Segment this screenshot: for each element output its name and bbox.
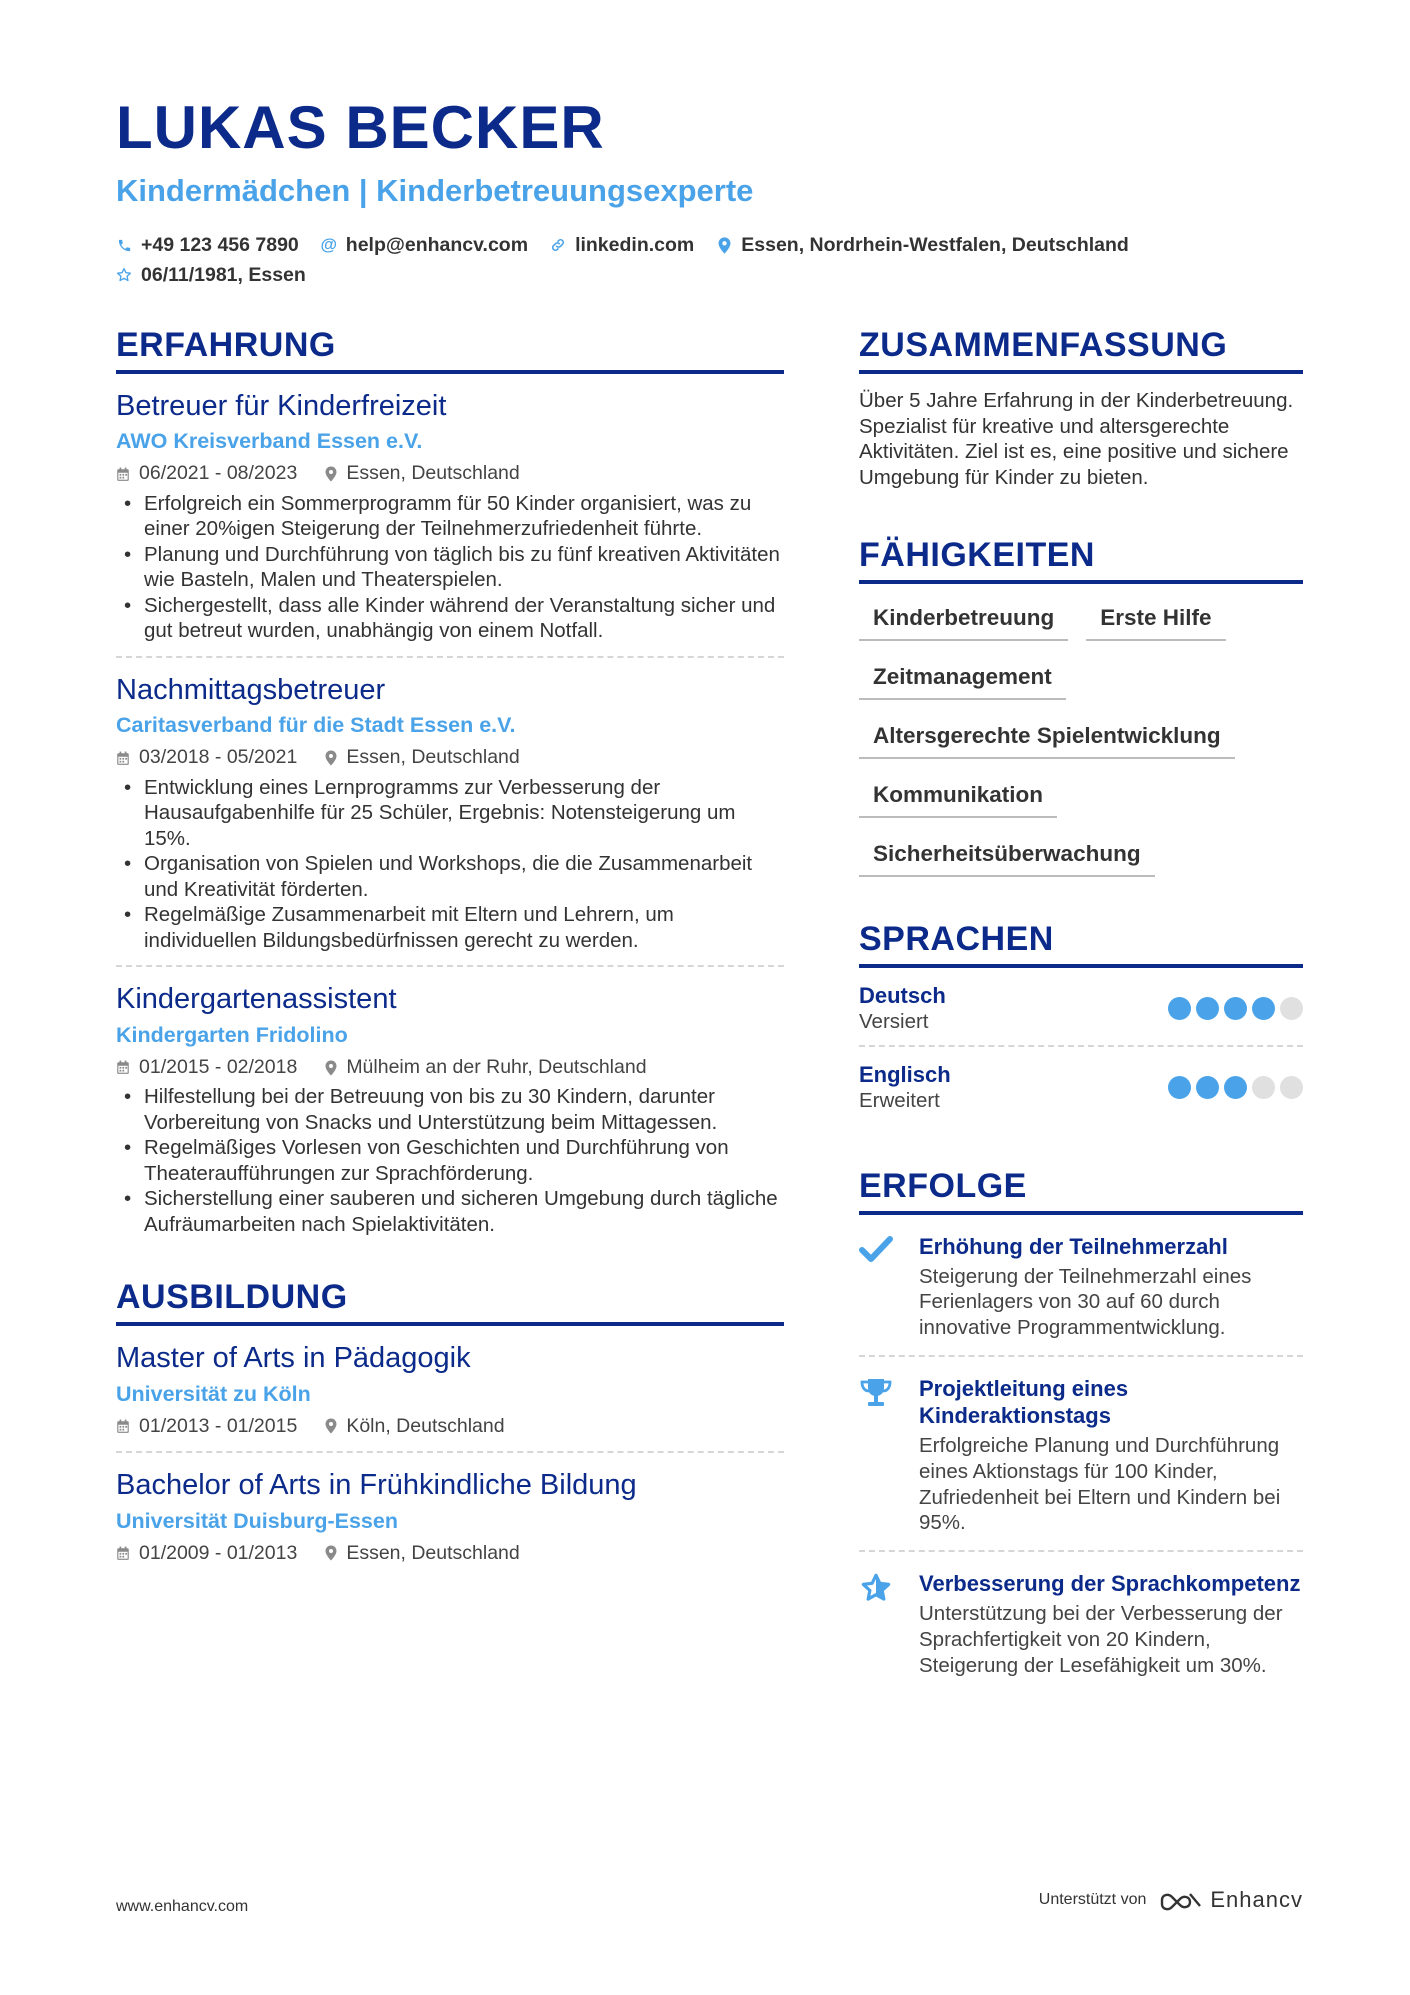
achievement-description: Erfolgreiche Planung und Durchführung eines Aktionstags für 100 Kinder, Zufriedenheit bei Eltern und Kindern bei 95%.	[919, 1434, 1281, 1535]
phone-icon	[116, 238, 132, 253]
experience-heading: ERFAHRUNG	[116, 325, 784, 374]
job-location: Mülheim an der Ruhr, Deutschland	[346, 1055, 647, 1078]
calendar-icon	[116, 1060, 130, 1075]
phone-text: +49 123 456 7890	[141, 233, 299, 256]
candidate-name: LUKAS BECKER	[116, 94, 605, 161]
skill-tag: Zeitmanagement	[859, 653, 1066, 700]
experience-entry	[116, 658, 784, 967]
experience-entry	[116, 967, 784, 1249]
achievement-item	[859, 1215, 1303, 1357]
enhancv-logo-icon	[1158, 1888, 1204, 1912]
calendar-icon	[116, 1546, 130, 1561]
achievement-item	[859, 1552, 1303, 1692]
rating-dot-filled	[1168, 1076, 1191, 1099]
rating-dot-filled	[1224, 1076, 1247, 1099]
skill-tag: Altersgerechte Spielentwicklung	[859, 712, 1235, 759]
job-location: Essen, Deutschland	[346, 746, 520, 769]
contact-email[interactable]	[321, 234, 528, 257]
language-level: Erweitert	[859, 1089, 940, 1113]
school-name: Universität Duisburg-Essen	[116, 1508, 398, 1533]
bullet-item: • Organisation von Spielen und Workshops, die die Zusammenarbeit und Kreativität förderten.	[116, 851, 784, 902]
education-entry	[116, 1453, 784, 1578]
link-icon	[550, 237, 566, 253]
bullet-item: • Planung und Durchführung von täglich bis zu fünf kreativen Aktivitäten wie Basteln, Malen und Theaterspielen.	[116, 542, 784, 593]
languages-heading: SPRACHEN	[859, 919, 1303, 968]
school-name: Universität zu Köln	[116, 1381, 311, 1406]
experience-entry	[116, 374, 784, 658]
skills-list	[859, 594, 1303, 889]
achievement-description: Steigerung der Teilnehmerzahl eines Ferienlagers von 30 auf 60 durch innovative Programmentwicklung.	[919, 1264, 1252, 1340]
job-role: Kindergartenassistent	[116, 983, 397, 1016]
language-level: Versiert	[859, 1010, 929, 1034]
bullet-item: • Regelmäßiges Vorlesen von Geschichten und Durchführung von Theateraufführungen zur Sprachförderung.	[116, 1135, 784, 1186]
contact-birth	[116, 264, 306, 287]
calendar-icon	[116, 751, 130, 766]
language-item	[859, 1047, 1303, 1124]
footer-branding	[1039, 1887, 1303, 1913]
language-name: Deutsch	[859, 982, 946, 1008]
job-location: Essen, Deutschland	[346, 462, 520, 485]
location-pin-icon	[325, 1545, 337, 1561]
location-pin-icon	[325, 466, 337, 482]
job-meta	[116, 461, 784, 486]
contact-location	[716, 234, 1129, 257]
job-bullets	[116, 775, 784, 954]
birth-text: 06/11/1981, Essen	[141, 263, 306, 286]
job-bullets	[116, 491, 784, 644]
degree-title: Bachelor of Arts in Frühkindliche Bildung	[116, 1468, 637, 1501]
job-organization: Caritasverband für die Stadt Essen e.V.	[116, 713, 516, 738]
skill-tag: Erste Hilfe	[1086, 594, 1225, 641]
rating-dot-filled	[1196, 997, 1219, 1020]
check-icon	[859, 1235, 893, 1341]
achievement-title: Erhöhung der Teilnehmerzahl	[919, 1233, 1228, 1259]
skill-tag: Kommunikation	[859, 771, 1057, 818]
job-role: Betreuer für Kinderfreizeit	[116, 389, 447, 422]
job-organization: Kindergarten Fridolino	[116, 1022, 348, 1047]
skill-tag: Kinderbetreuung	[859, 594, 1068, 641]
bullet-item: • Erfolgreich ein Sommerprogramm für 50 Kinder organisiert, was zu einer 20%igen Steigerung der Teilnehmerzufriedenheit führte.	[116, 491, 784, 542]
location-text: Essen, Nordrhein-Westfalen, Deutschland	[741, 233, 1129, 256]
achievement-item	[859, 1357, 1303, 1552]
rating-dot-filled	[1196, 1076, 1219, 1099]
calendar-icon	[116, 1419, 130, 1434]
rating-dot-empty	[1252, 1076, 1275, 1099]
education-meta	[116, 1414, 784, 1439]
job-dates: 06/2021 - 08/2023	[139, 462, 298, 485]
location-pin-icon	[325, 1418, 337, 1434]
job-role: Nachmittagsbetreuer	[116, 673, 386, 706]
location-pin-icon	[325, 750, 337, 766]
bullet-item: • Hilfestellung bei der Betreuung von bis zu 30 Kindern, darunter Vorbereitung von Snacks und Unterstützung beim Mittagessen.	[116, 1084, 784, 1135]
bullet-item: • Sicherstellung einer sauberen und sicheren Umgebung durch tägliche Aufräumarbeiten nach Spielaktivitäten.	[116, 1186, 784, 1237]
star-icon	[859, 1572, 893, 1678]
trophy-icon	[859, 1377, 893, 1536]
skill-tag: Sicherheitsüberwachung	[859, 830, 1155, 877]
education-location: Köln, Deutschland	[346, 1414, 505, 1437]
star-outline-icon	[116, 267, 132, 283]
education-meta	[116, 1541, 784, 1566]
job-meta	[116, 745, 784, 770]
skills-heading: FÄHIGKEITEN	[859, 535, 1303, 584]
left-column	[116, 325, 784, 1578]
achievements-heading: ERFOLGE	[859, 1166, 1303, 1215]
location-pin-icon	[716, 237, 732, 254]
summary-heading: ZUSAMMENFASSUNG	[859, 325, 1303, 374]
at-icon: @	[320, 235, 338, 254]
bullet-item: • Entwicklung eines Lernprogramms zur Verbesserung der Hausaufgabenhilfe für 25 Schüler, Ergebnis: Notensteigerung um 15%.	[116, 775, 784, 852]
rating-dot-empty	[1280, 1076, 1303, 1099]
rating-dot-empty	[1280, 997, 1303, 1020]
contact-phone[interactable]	[116, 234, 299, 257]
job-meta	[116, 1055, 784, 1080]
language-rating	[1163, 997, 1303, 1020]
education-heading: AUSBILDUNG	[116, 1277, 784, 1326]
education-dates: 01/2009 - 01/2013	[139, 1541, 298, 1564]
language-name: Englisch	[859, 1061, 951, 1087]
bullet-item: • Sichergestellt, dass alle Kinder während der Veranstaltung sicher und gut betreut wurden, unabhängig von einem Notfall.	[116, 593, 784, 644]
right-column	[859, 325, 1303, 1693]
education-location: Essen, Deutschland	[346, 1541, 520, 1564]
achievement-title: Projektleitung eines Kinderaktionstags	[919, 1376, 1129, 1429]
rating-dot-filled	[1224, 997, 1247, 1020]
bullet-item: • Regelmäßige Zusammenarbeit mit Eltern und Lehrern, um individuellen Bildungsbedürfnissen gerecht zu werden.	[116, 902, 784, 953]
achievement-description: Unterstützung bei der Verbesserung der Sprachfertigkeit von 20 Kindern, Steigerung der Lesefähigkeit um 30%.	[919, 1602, 1283, 1677]
linkedin-text: linkedin.com	[575, 233, 695, 256]
powered-by-text: Unterstützt von	[1038, 1891, 1147, 1908]
language-rating	[1163, 1076, 1303, 1099]
language-item	[859, 968, 1303, 1047]
job-bullets	[116, 1084, 784, 1237]
calendar-icon	[116, 467, 130, 482]
job-organization: AWO Kreisverband Essen e.V.	[116, 429, 423, 454]
rating-dot-filled	[1168, 997, 1191, 1020]
education-entry	[116, 1326, 784, 1453]
job-dates: 01/2015 - 02/2018	[139, 1055, 298, 1078]
education-dates: 01/2013 - 01/2015	[139, 1414, 298, 1437]
location-pin-icon	[325, 1060, 337, 1076]
contact-linkedin[interactable]	[550, 234, 694, 257]
candidate-title: Kindermädchen | Kinderbetreuungsexperte	[116, 173, 754, 208]
achievement-title: Verbesserung der Sprachkompetenz	[919, 1571, 1301, 1597]
brand-name: Enhancv	[1210, 1887, 1303, 1912]
email-text: help@enhancv.com	[345, 233, 529, 256]
degree-title: Master of Arts in Pädagogik	[116, 1342, 471, 1374]
footer-website[interactable]: www.enhancv.com	[116, 1898, 249, 1915]
rating-dot-filled	[1252, 997, 1275, 1020]
contact-info	[116, 230, 1316, 290]
summary-text: Über 5 Jahre Erfahrung in der Kinderbetreuung. Spezialist für kreative und altersgerechte Aktivitäten. Ziel ist es, eine positive und sichere Umgebung für Kinder zu bieten.	[859, 388, 1294, 490]
job-dates: 03/2018 - 05/2021	[139, 746, 298, 769]
